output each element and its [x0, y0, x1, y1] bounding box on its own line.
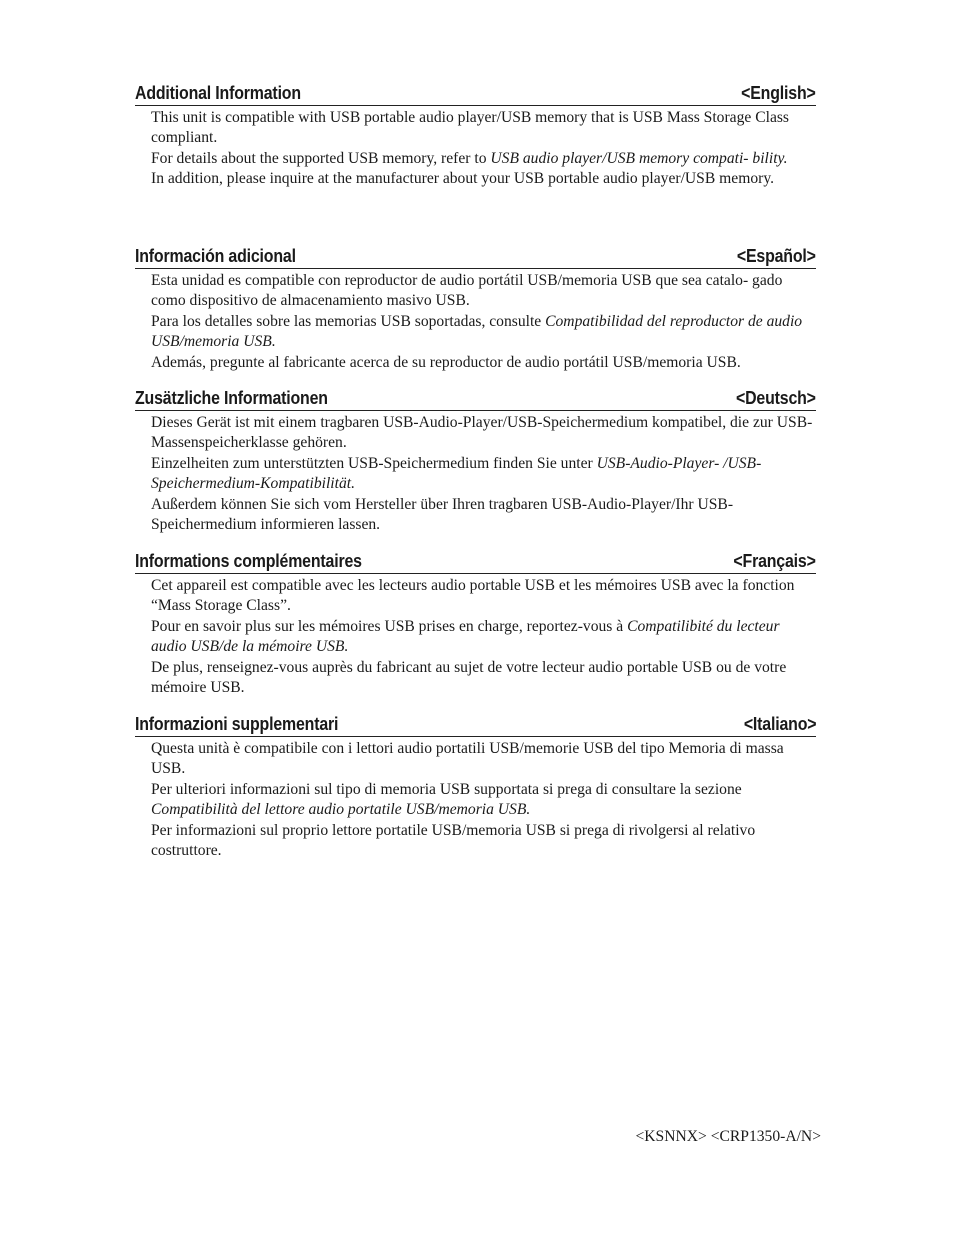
section-body — [135, 739, 816, 861]
paragraph: Cet appareil est compatible avec les lecteurs audio portable USB et les mémoires USB avec la fonction “Mass Storage Class”. — [151, 577, 795, 615]
section-header — [135, 710, 816, 737]
paragraph: Para los detalles sobre las memorias USB soportadas, consulte Compatibilidad del reproductor de audio USB/memoria USB. — [151, 312, 803, 351]
section-header — [135, 547, 816, 574]
reference-link-text: USB-Audio-Player- /USB-Speichermedium-Kompatibilität. — [151, 454, 762, 493]
section-body — [135, 108, 816, 190]
paragraph: Pour en savoir plus sur les mémoires USB prises en charge, reportez-vous à Compatilibité du lecteur audio USB/de la mémoire USB. — [151, 617, 780, 656]
section-title: Informations complémentaires — [135, 550, 362, 571]
reference-link-text: USB audio player/USB memory compati- bility. — [490, 149, 788, 167]
document-code-footer: <KSNNX> <CRP1350-A/N> — [635, 1128, 821, 1145]
paragraph: Außerdem können Sie sich vom Hersteller über Ihren tragbaren USB-Audio-Player/Ihr USB- Speichermedium informieren lassen. — [151, 495, 734, 534]
section-language-tag: <Français> — [733, 550, 816, 571]
section-francais — [135, 547, 816, 698]
section-body — [135, 576, 816, 698]
section-title: Additional Information — [135, 82, 301, 103]
section-body — [135, 413, 816, 535]
reference-link-text: Compatibilità del lettore audio portatile USB/memoria USB. — [151, 801, 531, 819]
section-italiano — [135, 710, 816, 861]
section-language-tag: <Español> — [737, 245, 816, 266]
paragraph: In addition, please inquire at the manufacturer about your USB portable audio player/USB memory. — [151, 170, 775, 188]
section-deutsch — [135, 384, 816, 535]
paragraph: Dieses Gerät ist mit einem tragbaren USB-Audio-Player/USB-Speichermedium kompatibel, die zur USB-Massenspeicherklasse gehören. — [151, 414, 813, 452]
paragraph: Questa unità è compatibile con i lettori audio portatili USB/memorie USB del tipo Memoria di massa USB. — [151, 740, 784, 778]
paragraph: De plus, renseignez-vous auprès du fabricant au sujet de votre lecteur audio portable USB ou de votre mémoire USB. — [151, 658, 787, 697]
paragraph: Per informazioni sul proprio lettore portatile USB/memoria USB si prega di rivolgersi al relativo costruttore. — [151, 821, 756, 860]
paragraph: Einzelheiten zum unterstützten USB-Speichermedium finden Sie unter USB-Audio-Player- /USB-Speichermedium-Kompatibilität. — [151, 454, 762, 493]
section-body — [135, 271, 816, 373]
section-espanol — [135, 242, 816, 373]
paragraph: For details about the supported USB memory, refer to USB audio player/USB memory compati- bility. — [151, 149, 788, 167]
paragraph: This unit is compatible with USB portable audio player/USB memory that is USB Mass Storage Class compliant. — [151, 109, 789, 147]
section-english — [135, 79, 816, 190]
reference-link-text: Compatilibité du lecteur audio USB/de la mémoire USB. — [151, 617, 780, 656]
section-header — [135, 384, 816, 411]
paragraph: Per ulteriori informazioni sul tipo di memoria USB supportata si prega di consultare la sezione Compatibilità del lettore audio portatile USB/memoria USB. — [151, 780, 742, 819]
section-language-tag: <Deutsch> — [736, 387, 816, 408]
section-title: Informazioni supplementari — [135, 713, 339, 734]
section-header — [135, 79, 816, 106]
section-header — [135, 242, 816, 269]
paragraph: Esta unidad es compatible con reproductor de audio portátil USB/memoria USB que sea catalo- gado como dispositivo de almacenamiento masivo USB. — [151, 272, 783, 310]
section-language-tag: <Italiano> — [743, 713, 816, 734]
reference-link-text: Compatibilidad del reproductor de audio USB/memoria USB. — [151, 312, 803, 351]
section-title: Zusätzliche Informationen — [135, 387, 328, 408]
section-language-tag: <English> — [741, 82, 816, 103]
section-title: Información adicional — [135, 245, 296, 266]
paragraph: Además, pregunte al fabricante acerca de su reproductor de audio portátil USB/memoria USB. — [151, 353, 741, 371]
